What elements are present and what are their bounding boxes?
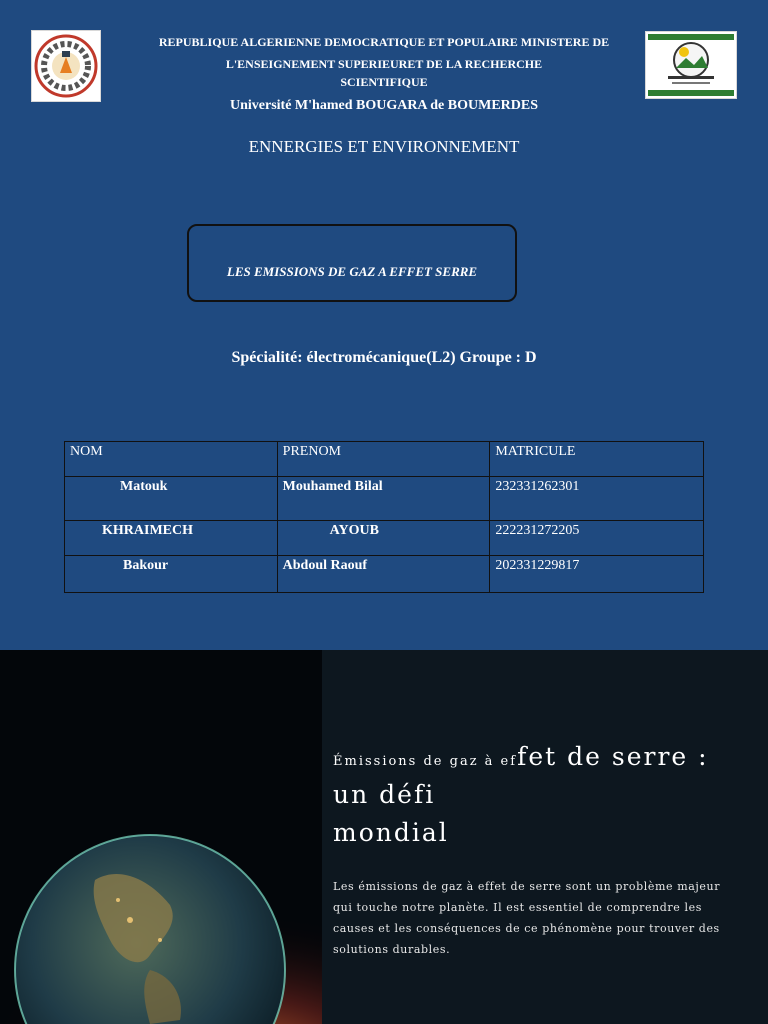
header-matricule: MATRICULE — [490, 442, 704, 477]
panel-paragraph: Les émissions de gaz à effet de serre sont un problème majeur qui touche notre planète. Il est essentiel de comprendre les causes et les conséquences de ce phénomène pour trouver des solutions durables. — [333, 880, 721, 956]
cell-matricule: 202331229817 — [490, 556, 704, 593]
earth-image — [0, 650, 322, 1024]
cell-nom: Matouk — [65, 477, 278, 521]
header-line-3: SCIENTIFIQUE — [340, 75, 428, 89]
specialty-line: Spécialité: électromécanique(L2) Groupe : D — [231, 349, 537, 366]
field-name: ENNERGIES ET ENVIRONNEMENT — [248, 137, 520, 156]
students-table — [64, 441, 704, 593]
university-boumerdes-logo-icon — [645, 31, 737, 99]
university-name: Université M'hamed BOUGARA de BOUMERDES — [230, 98, 538, 113]
heading-part-big: fet de serre : — [517, 742, 709, 771]
table-header-row — [65, 442, 704, 477]
cell-nom: Bakour — [65, 556, 278, 593]
cell-matricule: 232331262301 — [490, 477, 704, 521]
header-line-2: L'ENSEIGNEMENT SUPERIEURET DE LA RECHERCHE — [225, 57, 543, 71]
panel-heading — [333, 738, 709, 852]
cell-prenom: Abdoul Raouf — [277, 556, 490, 593]
heading-line-2: un défi — [333, 780, 436, 809]
document-title: LES EMISSIONS DE GAZ A EFFET SERRE — [226, 264, 478, 279]
cell-nom: KHRAIMECH — [65, 521, 278, 556]
table-row — [65, 556, 704, 593]
header-nom: NOM — [65, 442, 278, 477]
ministry-header — [120, 31, 648, 89]
heading-part-small: Émissions de gaz à ef — [333, 754, 518, 769]
header-line-1: REPUBLIQUE ALGERIENNE DEMOCRATIQUE ET POPULAIRE MINISTERE DE — [158, 35, 610, 49]
bottom-banner — [0, 650, 768, 1024]
heading-line-3: mondial — [333, 818, 449, 847]
header-prenom: PRENOM — [277, 442, 490, 477]
title-box — [187, 224, 517, 302]
table-row — [65, 477, 704, 521]
university-seal-icon — [31, 30, 101, 102]
cell-matricule: 222231272205 — [490, 521, 704, 556]
table-row — [65, 521, 704, 556]
cell-prenom: AYOUB — [277, 521, 490, 556]
cell-prenom: Mouhamed Bilal — [277, 477, 490, 521]
